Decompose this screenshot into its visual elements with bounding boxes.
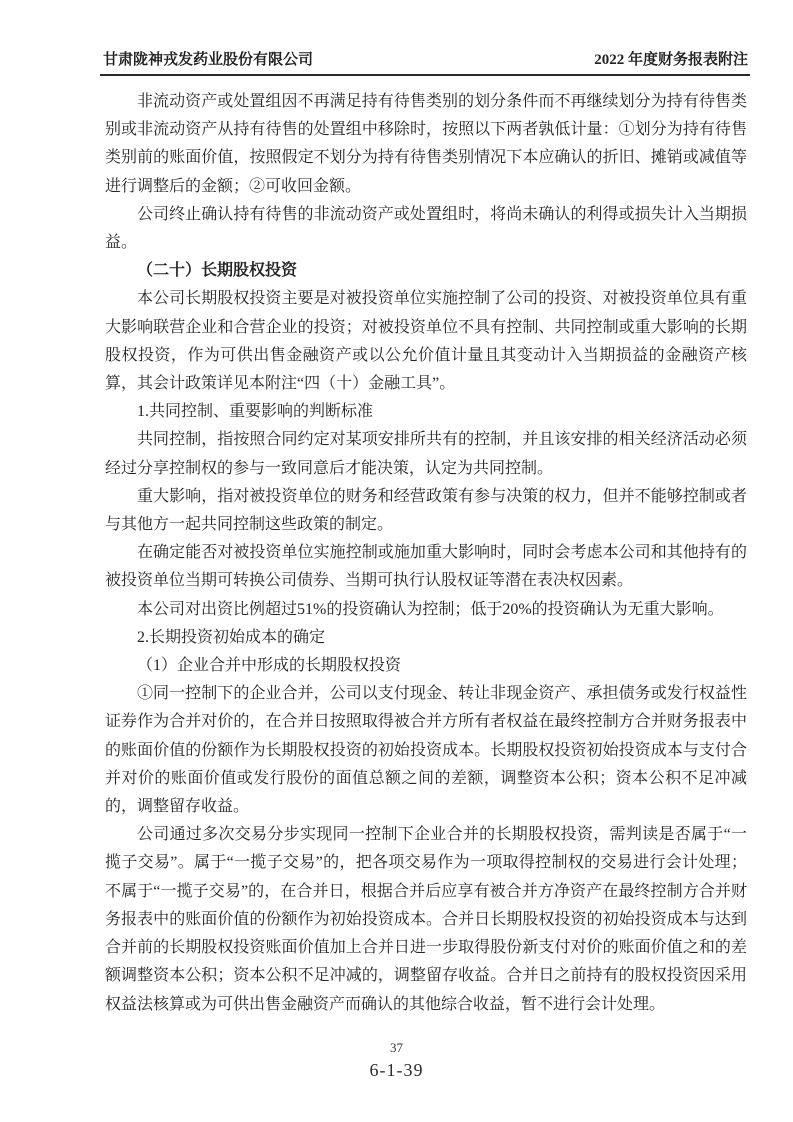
paragraph: 公司终止确认持有待售的非流动资产或处置组时，将尚未确认的利得或损失计入当期损益。 xyxy=(105,205,747,252)
subheading: （1）企业合并中形成的长期股权投资 xyxy=(137,657,402,675)
paragraph: 本公司对出资比例超过51%的投资确认为控制；低于20%的投资确认为无重大影响。 xyxy=(137,600,724,618)
section-heading: （二十）长期股权投资 xyxy=(137,262,298,280)
footer-page-number: 37 xyxy=(390,1040,403,1055)
footer-doc-code: 6-1-39 xyxy=(369,1060,424,1080)
paragraph: 重大影响，指对被投资单位的财务和经营政策有参与决策的权力，但并不能够控制或者与其他方一起共同控制这些政策的制定。 xyxy=(105,487,747,534)
company-name: 甘肃陇神戎发药业股份有限公司 xyxy=(103,52,314,68)
paragraph: 共同控制，指按照合同约定对某项安排所共有的控制，并且该安排的相关经济活动必须经过分享控制权的参与一致同意后才能决策，认定为共同控制。 xyxy=(105,431,747,477)
paragraph: 非流动资产或处置组因不再满足持有待售类别的划分条件而不再继续划分为持有待售类别或非流动资产从持有待售的处置组中移除时，按照以下两者孰低计量：①划分为持有待售类别前的账面价值，按照假定不划分为持有待售类别情况下本应确认的折旧、摊销或减值等进行调整后的金额；②可收回金额。 xyxy=(105,93,747,195)
paragraph: ①同一控制下的企业合并，公司以支付现金、转让非现金资产、承担债务或发行权益性证券作为合并对价的，在合并日按照取得被合并方所有者权益在最终控制方合并财务报表中的账面价值的份额作为长期股权投资的初始投资成本。长期股权投资初始投资成本与支付合并对价的账面价值或发行股份的面值总额之间的差额，调整资本公积；资本公积不足冲减的，调整留存收益。 xyxy=(105,685,747,816)
paragraph: 本公司长期股权投资主要是对被投资单位实施控制了公司的投资、对被投资单位具有重大影响联营企业和合营企业的投资；对被投资单位不具有控制、共同控制或重大影响的长期股权投资，作为可供出售金融资产或以公允价值计量且其变动计入当期损益的金融资产核算，其会计政策详见本附注“四（十）金融工具”。 xyxy=(105,290,747,393)
subheading: 2.长期投资初始成本的确定 xyxy=(137,628,326,646)
subheading: 1.共同控制、重要影响的判断标准 xyxy=(137,403,374,421)
paragraph: 公司通过多次交易分步实现同一控制下企业合并的长期股权投资，需判读是否属于“一揽子交易”。属于“一揽子交易”的，把各项交易作为一项取得控制权的交易进行会计处理；不属于“一揽子交易”的，在合并日，根据合并后应享有被合并方净资产在最终控制方合并财务报表中的账面价值的份额作为初始投资成本。合并日长期股权投资的初始投资成本与达到合并前的长期股权投资账面价值加上合并日进一步取得股份新支付对价的账面价值之和的差额调整资本公积；资本公积不足冲减的，调整留存收益。合并日之前持有的股权投资因采用权益法核算或为可供出售金融资产而确认的其他综合收益，暂不进行会计处理。 xyxy=(105,826,747,1013)
header-rule xyxy=(100,74,750,76)
paragraph: 在确定能否对被投资单位实施控制或施加重大影响时，同时会考虑本公司和其他持有的被投资单位当期可转换公司债券、当期可执行认股权证等潜在表决权因素。 xyxy=(105,544,747,590)
page-header xyxy=(103,48,748,69)
document-body xyxy=(105,88,747,1019)
report-title: 2022 年度财务报表附注 xyxy=(594,52,748,68)
